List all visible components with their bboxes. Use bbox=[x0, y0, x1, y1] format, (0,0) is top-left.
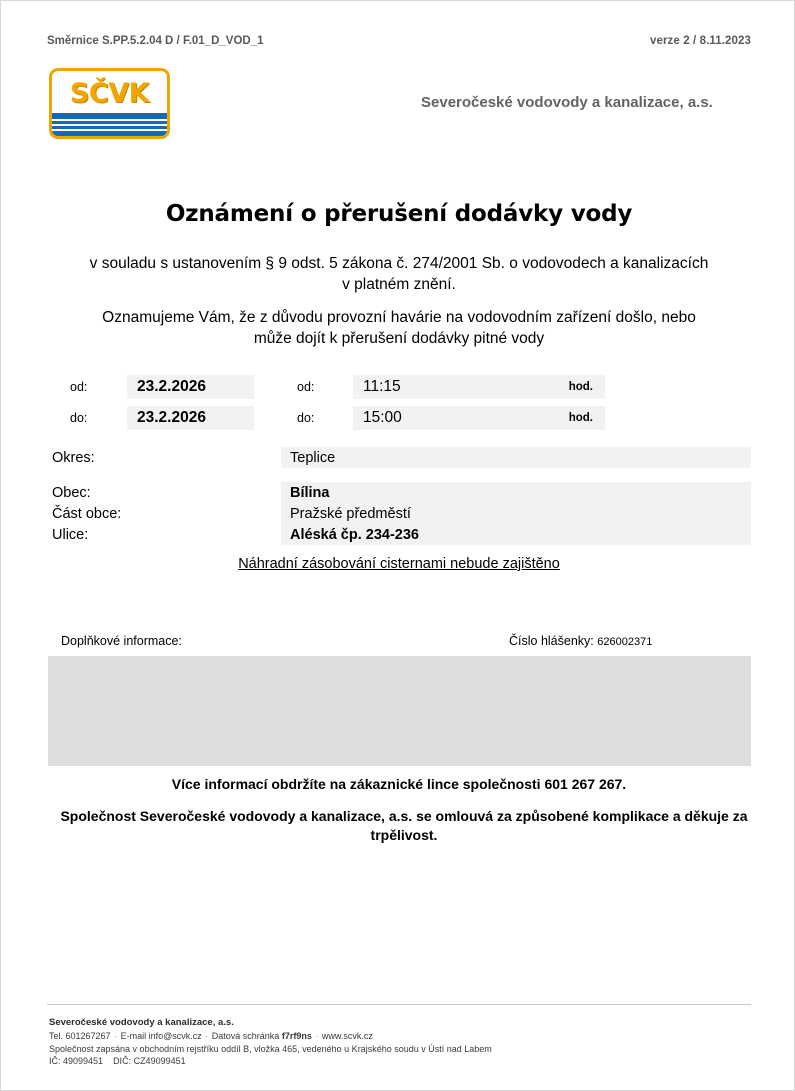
part-row bbox=[47, 503, 751, 524]
page-title: Oznámení o přerušení dodávky vody bbox=[165, 201, 633, 227]
municipality-label: Obec: bbox=[52, 484, 91, 501]
legal-reference-text: v souladu s ustanovením § 9 odst. 5 zákona č. 274/2001 Sb. o vodovodech a kanalizacích v platném znění. bbox=[89, 255, 709, 293]
logo-frame bbox=[49, 68, 170, 139]
footer-website: www.scvk.cz bbox=[321, 1031, 373, 1041]
version-info: verze 2 / 8.11.2023 bbox=[649, 35, 751, 47]
company-name: Severočeské vodovody a kanalizace, a.s. bbox=[421, 94, 713, 111]
column-spacer bbox=[254, 375, 283, 399]
schedule-row-from bbox=[47, 375, 751, 399]
logo-text: SČVK bbox=[69, 77, 150, 109]
time-from-label: od: bbox=[297, 380, 315, 394]
report-number-label: Číslo hlášenky: bbox=[509, 634, 594, 648]
cistern-note-text: Náhradní zásobování cisternami nebude zajištěno bbox=[238, 556, 560, 572]
time-from-value: 11:15 bbox=[363, 378, 401, 395]
time-to-field bbox=[353, 406, 605, 430]
street-label: Ulice: bbox=[52, 526, 89, 543]
date-to-label: do: bbox=[70, 411, 88, 425]
footer-separator: · bbox=[114, 1031, 118, 1041]
apology-message: Společnost Severočeské vodovody a kanalizace, a.s. se omlouvá za způsobené komplikace a děkuje za trpělivost. bbox=[60, 808, 748, 843]
street-row bbox=[47, 524, 751, 545]
municipality-value: Bílina bbox=[281, 482, 751, 503]
footer-email: E-mail info@scvk.cz bbox=[120, 1031, 202, 1041]
directive-code: Směrnice S.PP.5.2.04 D / F.01_D_VOD_1 bbox=[47, 35, 264, 47]
footer-company-name: Severočeské vodovody a kanalizace, a.s. bbox=[49, 1017, 234, 1028]
date-to-value: 23.2.2026 bbox=[127, 406, 254, 430]
time-to-value: 15:00 bbox=[363, 409, 402, 426]
time-to-unit: hod. bbox=[568, 412, 593, 424]
footer-separator: · bbox=[315, 1031, 319, 1041]
footer-contact-line bbox=[49, 1031, 749, 1041]
footer-ico: IČ: 49099451 bbox=[49, 1056, 104, 1066]
part-value: Pražské předměstí bbox=[281, 503, 751, 524]
municipality-row bbox=[47, 482, 751, 503]
logo-stripes-icon bbox=[52, 113, 167, 139]
date-from-value: 23.2.2026 bbox=[127, 375, 254, 399]
customer-line-message: Více informací obdržíte na zákaznické lince společnosti 601 267 267. bbox=[171, 776, 627, 792]
street-value: Aléská čp. 234-236 bbox=[281, 524, 751, 545]
report-number-block bbox=[509, 634, 652, 648]
column-spacer bbox=[254, 406, 283, 430]
location-fields bbox=[47, 447, 751, 545]
cistern-note bbox=[47, 556, 751, 572]
schedule-row-to bbox=[47, 406, 751, 430]
report-number-value: 626002371 bbox=[597, 636, 653, 648]
footer-ids-line bbox=[49, 1056, 749, 1066]
district-value: Teplice bbox=[281, 447, 751, 468]
footer-registry-line: Společnost zapsána v obchodním rejstříku oddíl B, vložka 465, vedeného u Krajského soudu v Ústí nad Labem bbox=[49, 1043, 492, 1054]
footer-telephone: Tel. 601267267 bbox=[49, 1031, 111, 1041]
supplementary-info-label: Doplňkové informace: bbox=[61, 634, 182, 648]
company-logo bbox=[49, 68, 170, 139]
time-from-unit: hod. bbox=[568, 381, 593, 393]
schedule-fields bbox=[47, 375, 751, 437]
district-row bbox=[47, 447, 751, 468]
footer-separator: · bbox=[205, 1031, 209, 1041]
footer-dic: DIČ: CZ49099451 bbox=[113, 1056, 186, 1066]
footer-divider bbox=[47, 1004, 751, 1005]
footer-databox-label: Datová schránka bbox=[211, 1031, 280, 1041]
notice-text: Oznamujeme Vám, že z důvodu provozní havárie na vodovodním zařízení došlo, nebo může dojít k přerušení dodávky pitné vody bbox=[102, 309, 696, 347]
part-label: Část obce: bbox=[52, 505, 122, 522]
footer-databox-id: f7rf9ns bbox=[281, 1031, 312, 1041]
document-footer bbox=[49, 1017, 749, 1069]
document-header bbox=[47, 35, 751, 47]
supplementary-header bbox=[47, 634, 751, 652]
time-from-field bbox=[353, 375, 605, 399]
district-label: Okres: bbox=[52, 449, 95, 466]
date-from-label: od: bbox=[70, 380, 88, 394]
supplementary-info-box bbox=[48, 656, 751, 766]
row-spacer bbox=[47, 468, 751, 482]
time-to-label: do: bbox=[297, 411, 315, 425]
